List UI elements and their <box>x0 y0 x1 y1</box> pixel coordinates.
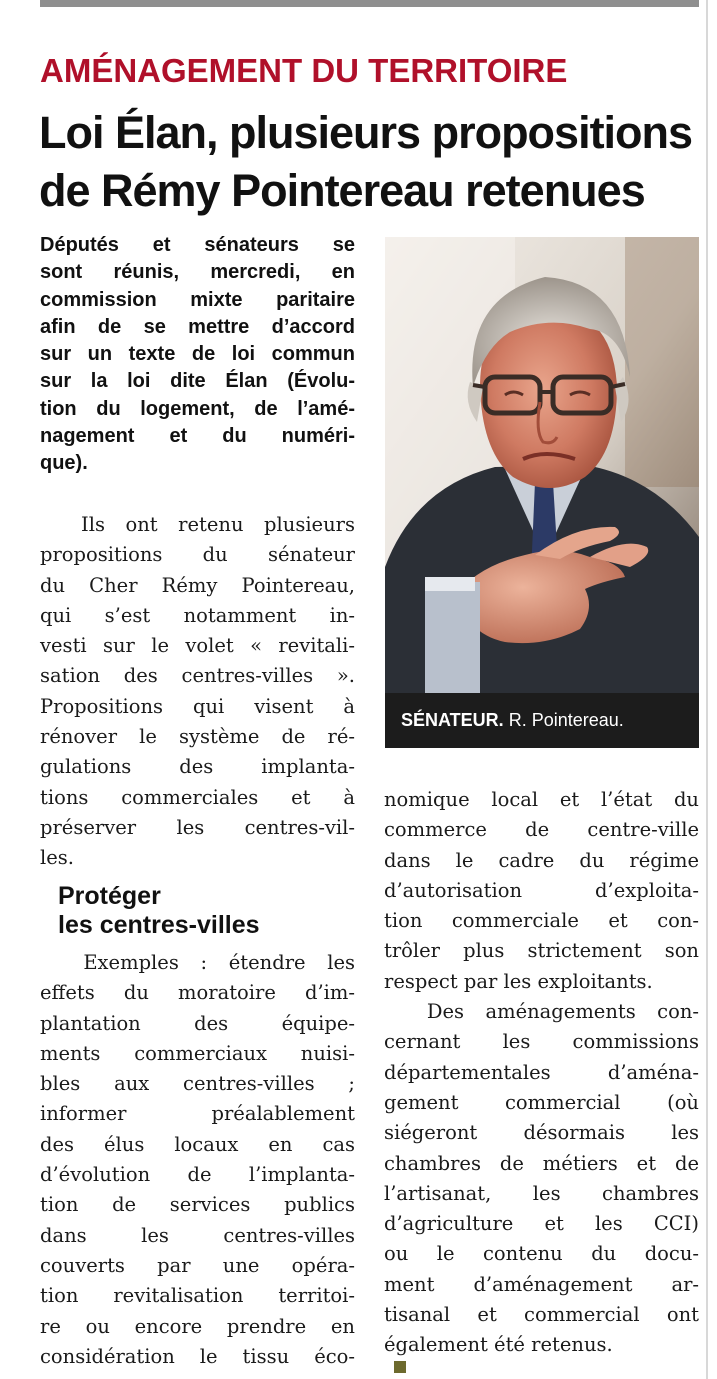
senator-photo <box>385 237 699 693</box>
body-line: tion commerciale et con- <box>384 909 699 933</box>
body-line: ment d’aménagement ar- <box>384 1272 699 1296</box>
headline-line: Loi Élan, plusieurs propositions <box>39 107 693 158</box>
body-line: tion de services publics <box>40 1193 355 1217</box>
subheading <box>58 882 260 940</box>
body-line: dans le cadre du régime <box>384 848 699 872</box>
body-line: plantation des équipe- <box>40 1011 355 1035</box>
body-line: d’évolution de l’implanta- <box>40 1163 355 1187</box>
body-line: respect par les exploitants. <box>384 969 653 993</box>
caption-label: SÉNATEUR. <box>401 710 504 730</box>
body-line: informer préalablement <box>40 1102 355 1126</box>
body-line: chambres de métiers et de <box>384 1151 699 1175</box>
body-line: rénover le système de ré- <box>40 725 355 749</box>
body-line: tions commerciales et à <box>40 785 355 809</box>
body-line: couverts par une opéra- <box>40 1253 355 1277</box>
lead-line: commission mixte paritaire <box>40 288 355 311</box>
body-line: nomique local et l’état du <box>384 788 699 811</box>
headline-line: de Rémy Pointereau retenues <box>39 165 645 216</box>
lead-line: nagement et du numéri- <box>40 425 355 448</box>
body-line: bles aux centres-villes ; <box>40 1072 355 1096</box>
lead-line: sont réunis, mercredi, en <box>40 261 355 284</box>
body-line: gulations des implanta- <box>40 755 355 779</box>
body-line: Des aménagements con- <box>384 1000 699 1024</box>
body-line: dans les centres-villes <box>40 1223 355 1247</box>
top-rule <box>40 0 699 7</box>
body-line: vesti sur le volet « revitali- <box>40 634 355 658</box>
portrait-illustration <box>385 237 699 693</box>
body-line: les. <box>40 846 74 870</box>
body-line: trôler plus strictement son <box>384 939 699 963</box>
body-line: préserver les centres-vil- <box>40 815 355 839</box>
body-line: gement commercial (où <box>384 1090 699 1114</box>
body-line: d’autorisation d’exploita- <box>384 878 699 902</box>
headline <box>39 104 709 220</box>
body-line: tion revitalisation territoi- <box>40 1284 355 1308</box>
body-line: départementales d’aména- <box>384 1060 699 1084</box>
body-line: effets du moratoire d’im- <box>40 981 355 1005</box>
lead-line: tion du logement, de l’amé- <box>40 397 355 420</box>
body-line: re ou encore prendre en <box>40 1314 355 1338</box>
body-line: des élus locaux en cas <box>40 1132 355 1156</box>
body-paragraph-2 <box>40 948 355 1372</box>
body-line: Ils ont retenu plusieurs <box>40 513 355 536</box>
lead-paragraph <box>40 232 355 478</box>
body-line: tisanal et commercial ont <box>384 1303 699 1327</box>
lead-line: que). <box>40 452 88 475</box>
body-paragraph-1 <box>40 510 355 874</box>
body-column-2 <box>384 785 699 1373</box>
end-mark-icon <box>394 1361 406 1373</box>
body-line: ou le contenu du docu- <box>384 1242 699 1266</box>
body-line: commerce de centre-ville <box>384 818 699 842</box>
caption-text: R. Pointereau. <box>503 710 624 730</box>
subheading-line: Protéger <box>58 882 161 910</box>
lead-line: afin de se mettre d’accord <box>40 315 355 338</box>
body-line: du Cher Rémy Pointereau, <box>40 573 355 597</box>
body-line: ments commerciaux nuisi- <box>40 1041 355 1065</box>
lead-line: sur la loi dite Élan (Évolu- <box>40 370 355 393</box>
body-line: Exemples : étendre les <box>40 951 355 974</box>
body-end-line <box>384 1330 699 1372</box>
lead-line: Députés et sénateurs se <box>40 234 355 256</box>
photo-caption <box>385 693 699 748</box>
body-line: l’artisanat, les chambres <box>384 1181 699 1205</box>
body-line: sation des centres-villes ». <box>40 664 355 688</box>
body-line: propositions du sénateur <box>40 543 355 567</box>
body-line: également été retenus. <box>384 1333 613 1357</box>
body-line: Propositions qui visent à <box>40 694 355 718</box>
body-line: d’agriculture et les CCI) <box>384 1212 699 1236</box>
body-line: siégeront désormais les <box>384 1121 699 1145</box>
subheading-line: les centres-villes <box>58 911 260 939</box>
body-line: cernant les commissions <box>384 1030 699 1054</box>
kicker: AMÉNAGEMENT DU TERRITOIRE <box>40 52 568 89</box>
body-line: considération le tissu éco- <box>40 1344 355 1368</box>
lead-line: sur un texte de loi commun <box>40 343 355 366</box>
body-line: qui s’est notamment in- <box>40 603 355 627</box>
